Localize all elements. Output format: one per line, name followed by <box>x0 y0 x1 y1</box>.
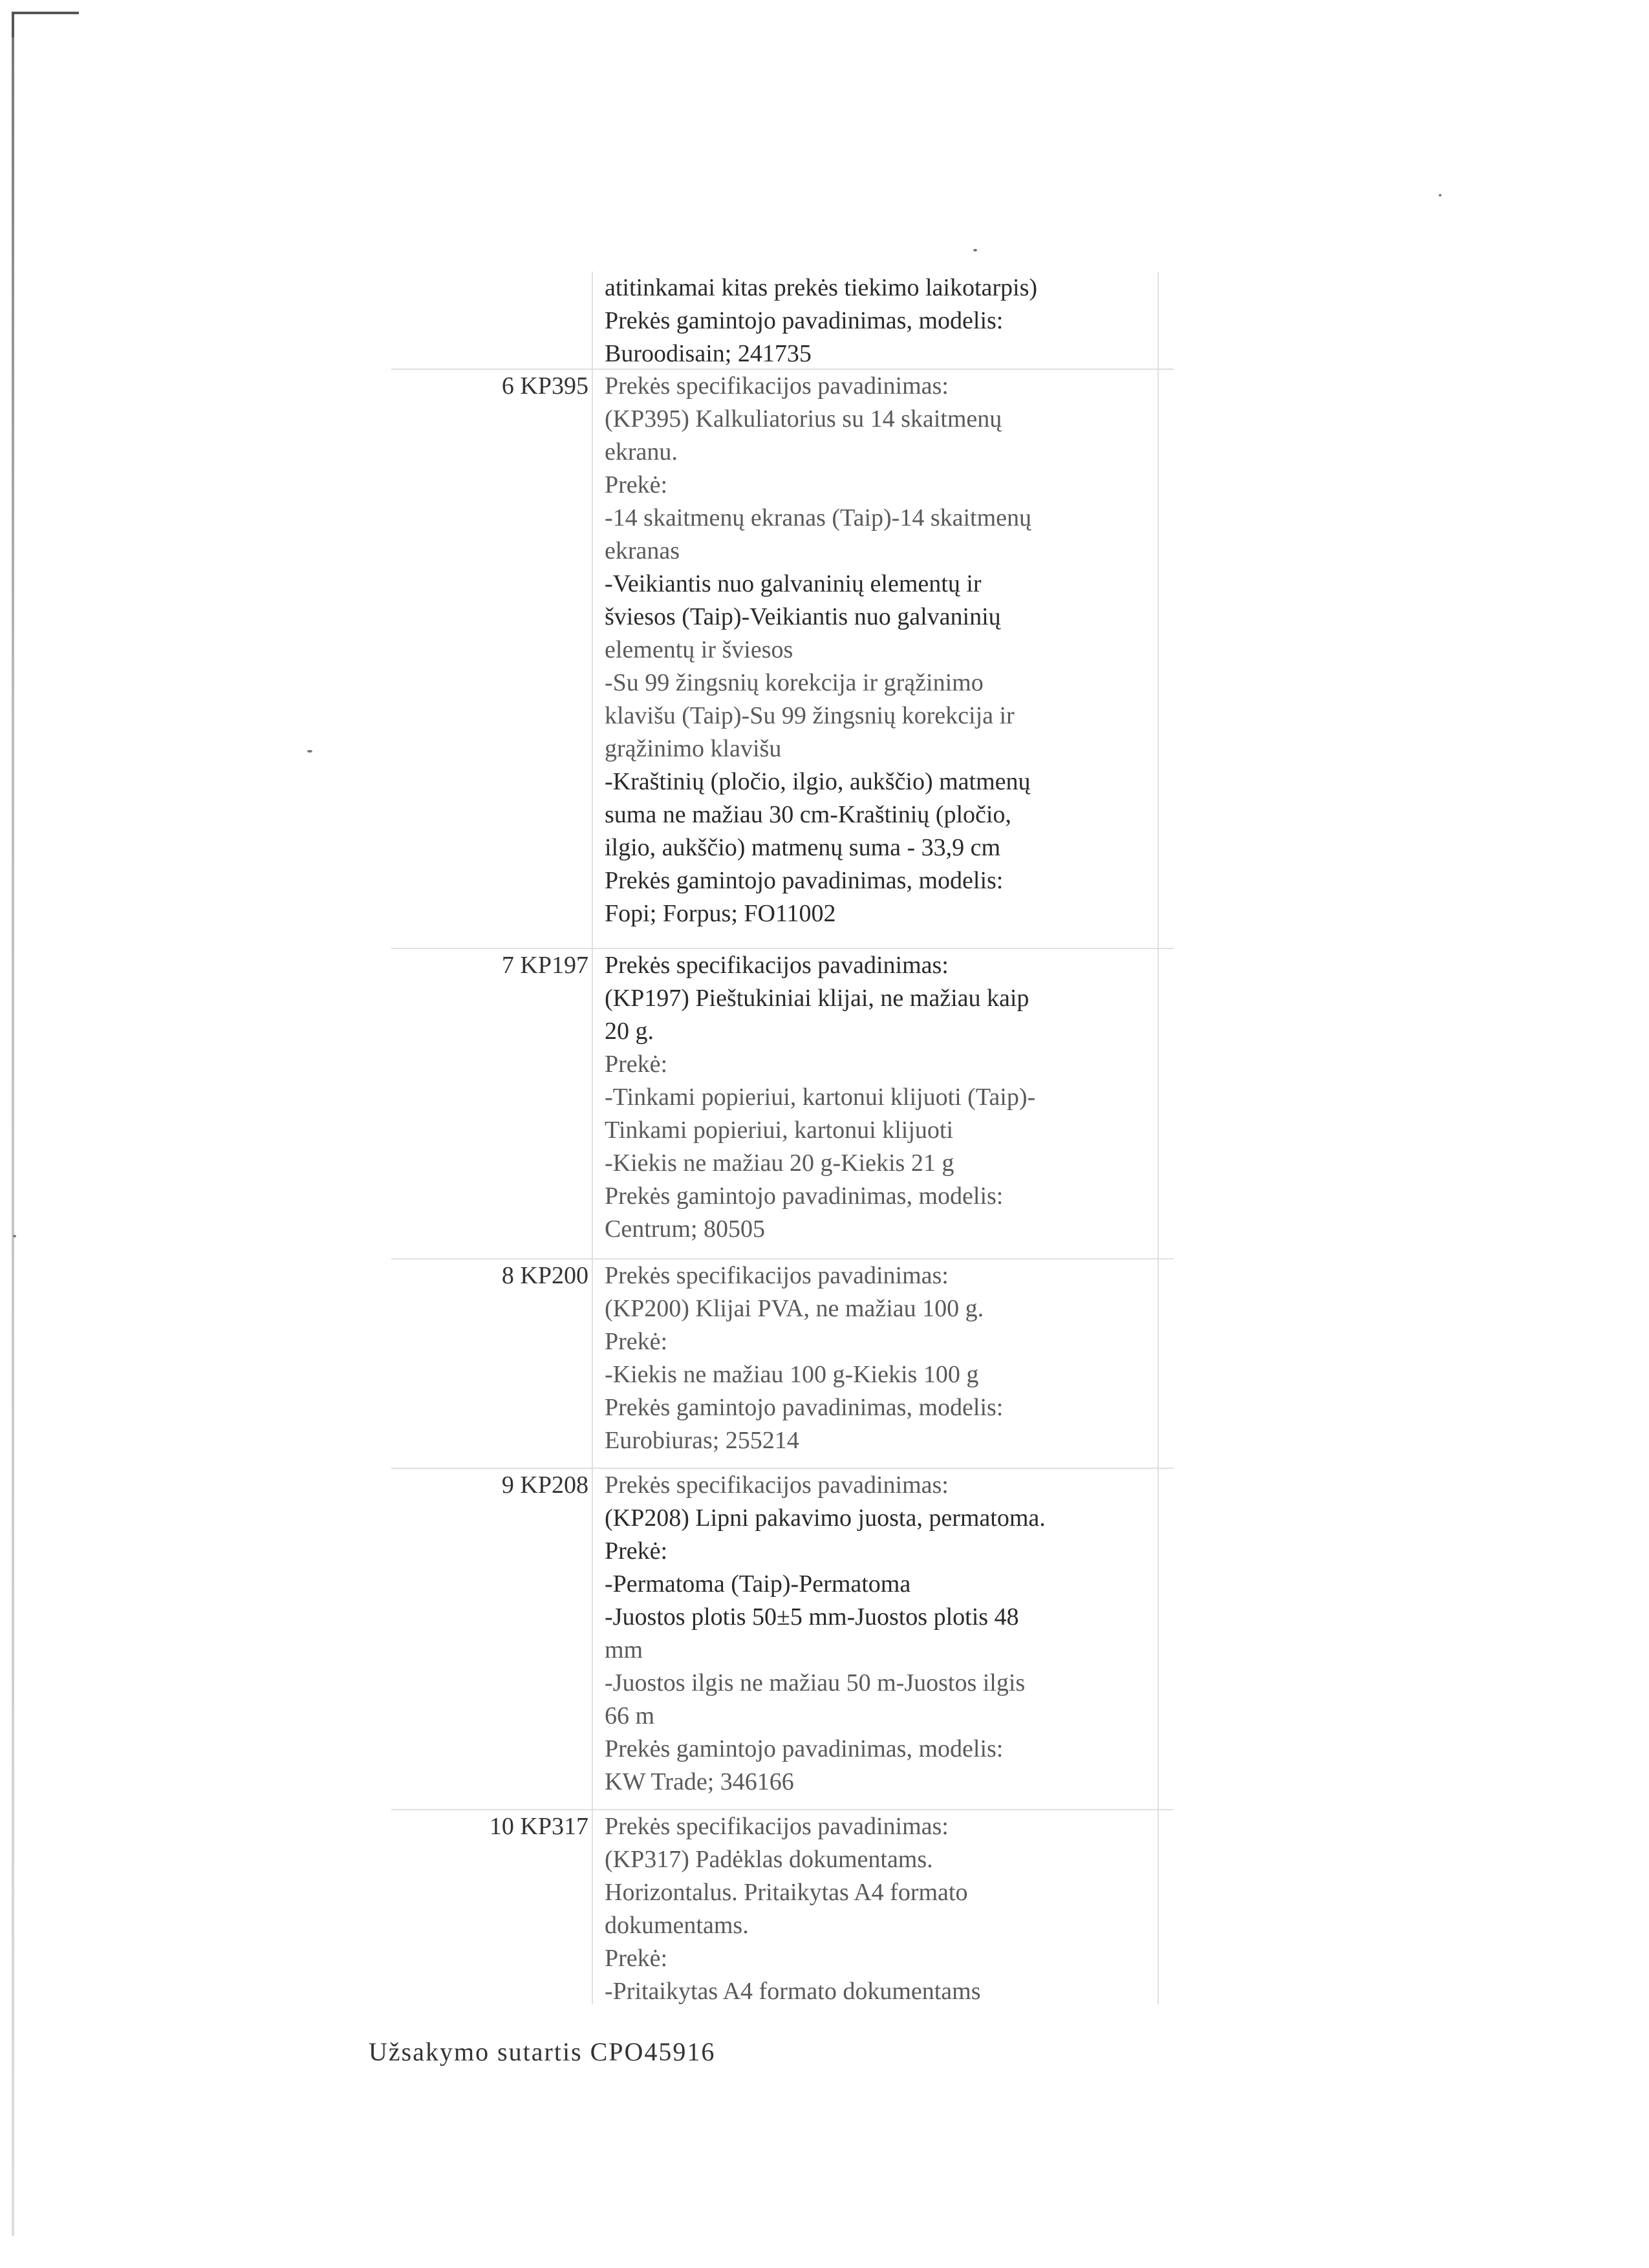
description-line: Prekė: <box>605 1051 668 1078</box>
item-number: 8 KP200 <box>501 1262 588 1289</box>
description-line: (KP200) Klijai PVA, ne mažiau 100 g. <box>605 1295 984 1322</box>
description-line: ekranu. <box>605 438 678 465</box>
description-line: Prekė: <box>605 1537 668 1565</box>
table-row <box>391 369 1174 948</box>
description-line: Prekės specifikacijos pavadinimas: <box>605 1262 949 1289</box>
description-line: -Permatoma (Taip)-Permatoma <box>605 1570 911 1598</box>
description-line: 20 g. <box>605 1018 654 1045</box>
description-line: (KP197) Pieštukiniai klijai, ne mažiau kaip <box>605 985 1029 1012</box>
description-line: klavišu (Taip)-Su 99 žingsnių korekcija ir <box>605 702 1015 729</box>
description-line: Tinkami popieriui, kartonui klijuoti <box>605 1117 954 1144</box>
scan-speck <box>973 249 977 251</box>
scan-artifact-edge <box>12 37 14 2236</box>
item-description <box>605 1810 1167 2011</box>
scan-artifact-corner <box>12 12 79 40</box>
description-line: (KP317) Padėklas dokumentams. <box>605 1846 933 1873</box>
description-line: Fopi; Forpus; FO11002 <box>605 900 836 927</box>
scan-speck <box>1439 194 1441 197</box>
scan-speck <box>307 750 312 753</box>
description-line: -Kraštinių (pločio, ilgio, aukščio) matmenų <box>605 768 1031 795</box>
description-line: elementų ir šviesos <box>605 636 793 663</box>
description-line: Prekės specifikacijos pavadinimas: <box>605 1813 949 1840</box>
specification-table <box>391 272 1174 2011</box>
table-row <box>391 948 1174 1258</box>
description-line: Prekės specifikacijos pavadinimas: <box>605 1471 949 1499</box>
description-line: -Tinkami popieriui, kartonui klijuoti (Taip)- <box>605 1084 1036 1111</box>
item-number <box>391 272 605 369</box>
description-line: suma ne mažiau 30 cm-Kraštinių (pločio, <box>605 801 1011 828</box>
item-number: 7 KP197 <box>501 952 588 979</box>
description-line: -Juostos ilgis ne mažiau 50 m-Juostos ilgis <box>605 1669 1026 1696</box>
description-line: Prekės gamintojo pavadinimas, modelis: <box>605 1394 1004 1421</box>
description-line: Prekės gamintojo pavadinimas, modelis: <box>605 1735 1004 1762</box>
description-line: Buroodisain; 241735 <box>605 340 812 367</box>
description-line: dokumentams. <box>605 1912 749 1939</box>
table-row <box>391 1809 1174 2011</box>
description-line: -Kiekis ne mažiau 20 g-Kiekis 21 g <box>605 1150 954 1177</box>
description-line: -Veikiantis nuo galvaninių elementų ir <box>605 570 982 597</box>
item-description <box>605 1469 1167 1809</box>
description-line: -14 skaitmenų ekranas (Taip)-14 skaitmenų <box>605 504 1032 531</box>
description-line: (KP395) Kalkuliatorius su 14 skaitmenų <box>605 405 1002 433</box>
description-line: Prekės specifikacijos pavadinimas: <box>605 372 949 400</box>
description-line: -Kiekis ne mažiau 100 g-Kiekis 100 g <box>605 1361 979 1388</box>
table-row <box>391 1468 1174 1809</box>
description-line: Prekė: <box>605 1945 668 1972</box>
description-line: grąžinimo klavišu <box>605 735 782 762</box>
item-description <box>605 949 1167 1258</box>
description-line: Prekės specifikacijos pavadinimas: <box>605 952 949 979</box>
item-description <box>605 370 1167 948</box>
description-line: Prekė: <box>605 1328 668 1355</box>
description-line: Eurobiuras; 255214 <box>605 1427 799 1454</box>
item-description <box>605 1259 1167 1468</box>
item-number: 6 KP395 <box>501 372 588 400</box>
scan-speck <box>13 1235 16 1237</box>
description-line: KW Trade; 346166 <box>605 1768 794 1795</box>
item-number: 10 KP317 <box>489 1813 588 1840</box>
description-line: Prekės gamintojo pavadinimas, modelis: <box>605 307 1004 334</box>
item-description <box>605 272 1167 369</box>
description-line: ekranas <box>605 537 680 564</box>
item-number: 9 KP208 <box>501 1471 588 1499</box>
description-line: (KP208) Lipni pakavimo juosta, permatoma. <box>605 1504 1046 1532</box>
description-line: Centrum; 80505 <box>605 1215 766 1243</box>
description-line: -Su 99 žingsnių korekcija ir grąžinimo <box>605 669 984 696</box>
description-line: Prekės gamintojo pavadinimas, modelis: <box>605 867 1004 894</box>
description-line: Prekės gamintojo pavadinimas, modelis: <box>605 1182 1004 1210</box>
description-line: Prekė: <box>605 471 668 498</box>
description-line: atitinkamai kitas prekės tiekimo laikotarpis) <box>605 274 1038 301</box>
description-line: -Juostos plotis 50±5 mm-Juostos plotis 48 <box>605 1603 1019 1631</box>
description-line: šviesos (Taip)-Veikiantis nuo galvaninių <box>605 603 1001 630</box>
description-line: -Pritaikytas A4 formato dokumentams <box>605 1978 981 2005</box>
contract-footer: Užsakymo sutartis CPO45916 <box>369 2037 716 2066</box>
description-line: ilgio, aukščio) matmenų suma - 33,9 cm <box>605 834 1001 861</box>
description-line: 66 m <box>605 1702 655 1729</box>
description-line: Horizontalus. Pritaikytas A4 formato <box>605 1879 968 1906</box>
table-row <box>391 272 1174 369</box>
description-line: mm <box>605 1636 643 1664</box>
table-row <box>391 1258 1174 1468</box>
